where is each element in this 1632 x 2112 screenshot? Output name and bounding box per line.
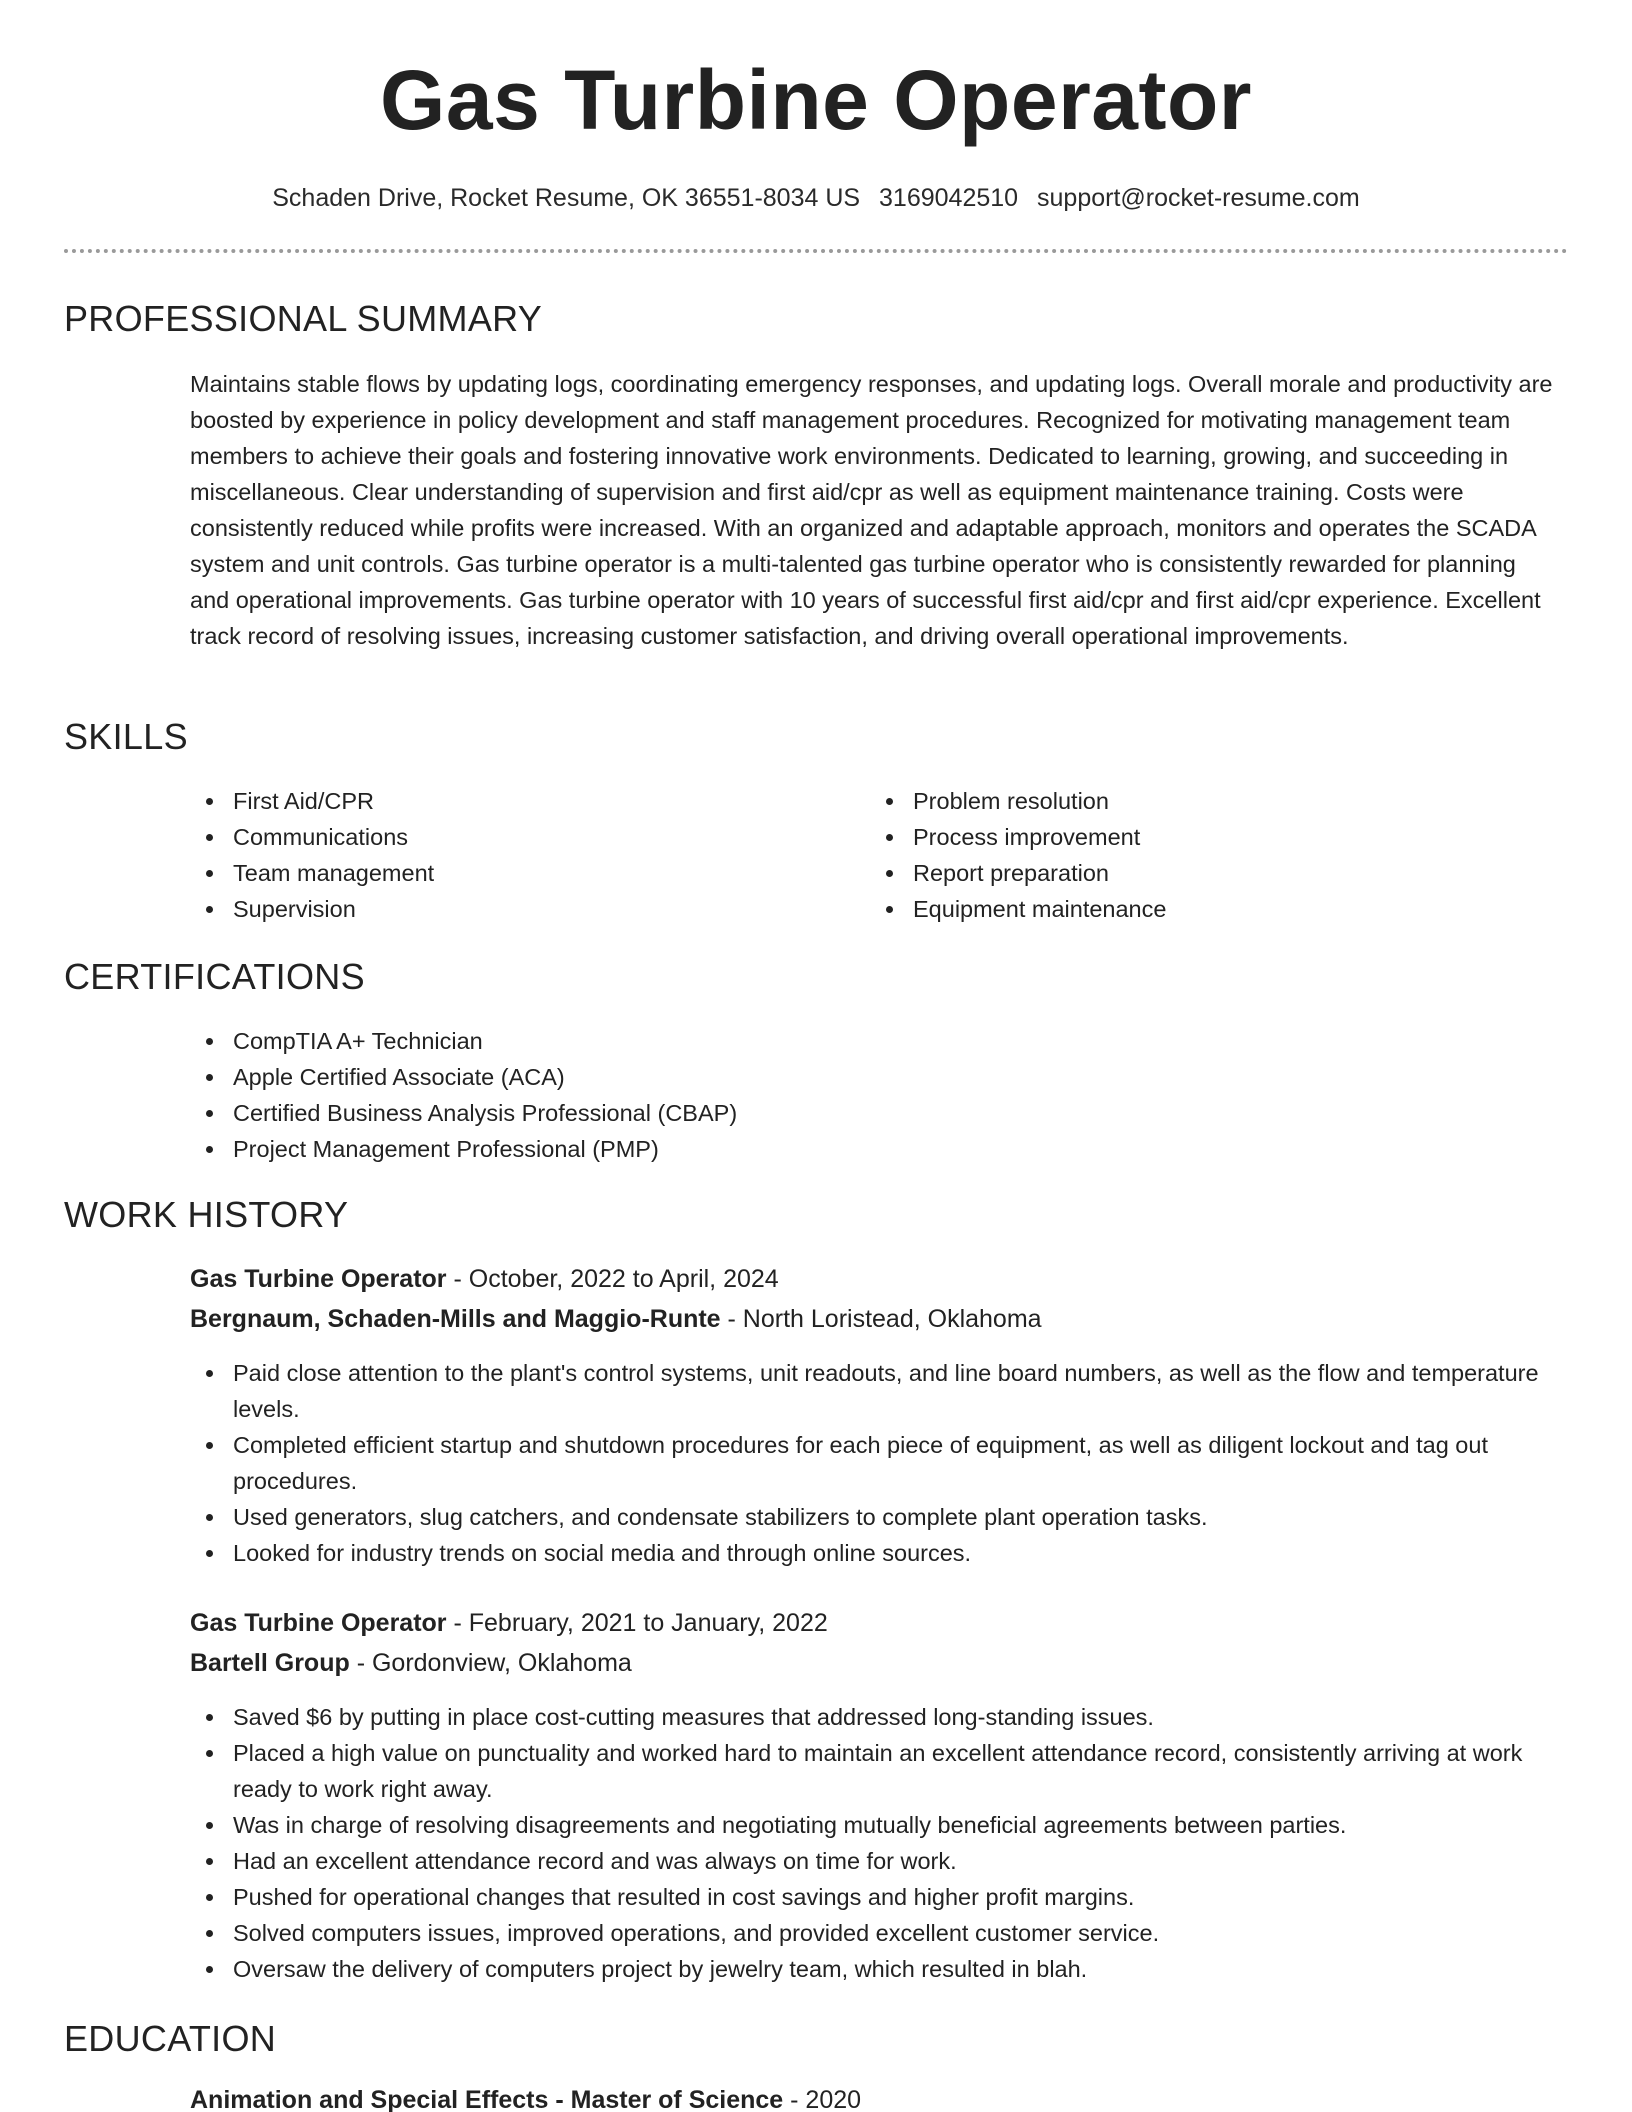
job-role: Gas Turbine Operator bbox=[190, 1265, 447, 1293]
job-title-line bbox=[190, 1265, 779, 1294]
certification-item: Project Management Professional (PMP) bbox=[190, 1131, 1560, 1167]
skill-item: Supervision bbox=[190, 891, 830, 927]
job-company-line bbox=[190, 1305, 1042, 1334]
certifications-heading: CERTIFICATIONS bbox=[64, 956, 365, 997]
skill-item: Problem resolution bbox=[870, 783, 1510, 819]
education-entry bbox=[190, 2086, 861, 2112]
skills-list-left bbox=[190, 783, 830, 927]
skill-item: Communications bbox=[190, 819, 830, 855]
contact-email: support@rocket-resume.com bbox=[1037, 184, 1360, 212]
skills-list-right bbox=[870, 783, 1510, 927]
job-dates: - October, 2022 to April, 2024 bbox=[446, 1265, 779, 1293]
skill-item: First Aid/CPR bbox=[190, 783, 830, 819]
skill-item: Report preparation bbox=[870, 855, 1510, 891]
skill-item: Process improvement bbox=[870, 819, 1510, 855]
contact-address: Schaden Drive, Rocket Resume, OK 36551-8034 US bbox=[272, 184, 861, 212]
job-bullet: Looked for industry trends on social media and through online sources. bbox=[190, 1535, 1560, 1571]
header-divider bbox=[64, 249, 1568, 253]
candidate-name: Gas Turbine Operator bbox=[380, 53, 1252, 147]
job-bullets bbox=[190, 1355, 1560, 1571]
contact-line bbox=[0, 184, 1632, 213]
job-location: - Gordonview, Oklahoma bbox=[349, 1649, 632, 1677]
job-location: - North Loristead, Oklahoma bbox=[720, 1305, 1042, 1333]
education-year: - 2020 bbox=[783, 2086, 862, 2112]
job-bullet: Paid close attention to the plant's control systems, unit readouts, and line board numbers, as well as the flow and temperature levels. bbox=[190, 1355, 1560, 1427]
job-bullet: Oversaw the delivery of computers project by jewelry team, which resulted in blah. bbox=[190, 1951, 1560, 1987]
summary-heading: PROFESSIONAL SUMMARY bbox=[64, 298, 543, 339]
summary-text: Maintains stable flows by updating logs, coordinating emergency responses, and updating logs. Overall morale and productivity are boosted by experience in policy development and staff management procedures. Recognized for motivating management team members to achieve their goals and fostering innovative work environments. Dedicated to learning, growing, and succeeding in miscellaneous. Clear understanding of supervision and first aid/cpr as well as equipment maintenance training. Costs were consistently reduced while profits were increased. With an organized and adaptable approach, monitors and operates the SCADA system and unit controls. Gas turbine operator is a multi-talented gas turbine operator who is consistently rewarded for planning and operational improvements. Gas turbine operator with 10 years of successful first aid/cpr and first aid/cpr experience. Excellent track record of resolving issues, increasing customer satisfaction, and driving overall operational improvements. bbox=[190, 371, 1553, 649]
job-dates: - February, 2021 to January, 2022 bbox=[446, 1609, 828, 1637]
job-company: Bergnaum, Schaden-Mills and Maggio-Runte bbox=[190, 1305, 721, 1333]
certifications-list bbox=[190, 1023, 1560, 1167]
education-degree: Animation and Special Effects - Master of Science bbox=[190, 2086, 784, 2112]
job-bullet: Placed a high value on punctuality and worked hard to maintain an excellent attendance record, consistently arriving at work ready to work right away. bbox=[190, 1735, 1560, 1807]
job-role: Gas Turbine Operator bbox=[190, 1609, 447, 1637]
job-bullet: Completed efficient startup and shutdown procedures for each piece of equipment, as well as diligent lockout and tag out procedures. bbox=[190, 1427, 1560, 1499]
job-bullet: Had an excellent attendance record and was always on time for work. bbox=[190, 1843, 1560, 1879]
job-company: Bartell Group bbox=[190, 1649, 350, 1677]
skill-item: Equipment maintenance bbox=[870, 891, 1510, 927]
job-bullet: Saved $6 by putting in place cost-cutting measures that addressed long-standing issues. bbox=[190, 1699, 1560, 1735]
work-history-heading: WORK HISTORY bbox=[64, 1194, 349, 1235]
job-title-line bbox=[190, 1609, 828, 1638]
skills-heading: SKILLS bbox=[64, 716, 188, 757]
job-bullet: Used generators, slug catchers, and condensate stabilizers to complete plant operation tasks. bbox=[190, 1499, 1560, 1535]
job-bullets bbox=[190, 1699, 1560, 1987]
job-company-line bbox=[190, 1649, 632, 1678]
contact-phone: 3169042510 bbox=[879, 184, 1019, 212]
education-heading: EDUCATION bbox=[64, 2018, 277, 2059]
certification-item: Certified Business Analysis Professional (CBAP) bbox=[190, 1095, 1560, 1131]
certification-item: CompTIA A+ Technician bbox=[190, 1023, 1560, 1059]
skill-item: Team management bbox=[190, 855, 830, 891]
certification-item: Apple Certified Associate (ACA) bbox=[190, 1059, 1560, 1095]
job-bullet: Was in charge of resolving disagreements and negotiating mutually beneficial agreements between parties. bbox=[190, 1807, 1560, 1843]
job-bullet: Pushed for operational changes that resulted in cost savings and higher profit margins. bbox=[190, 1879, 1560, 1915]
job-bullet: Solved computers issues, improved operations, and provided excellent customer service. bbox=[190, 1915, 1560, 1951]
